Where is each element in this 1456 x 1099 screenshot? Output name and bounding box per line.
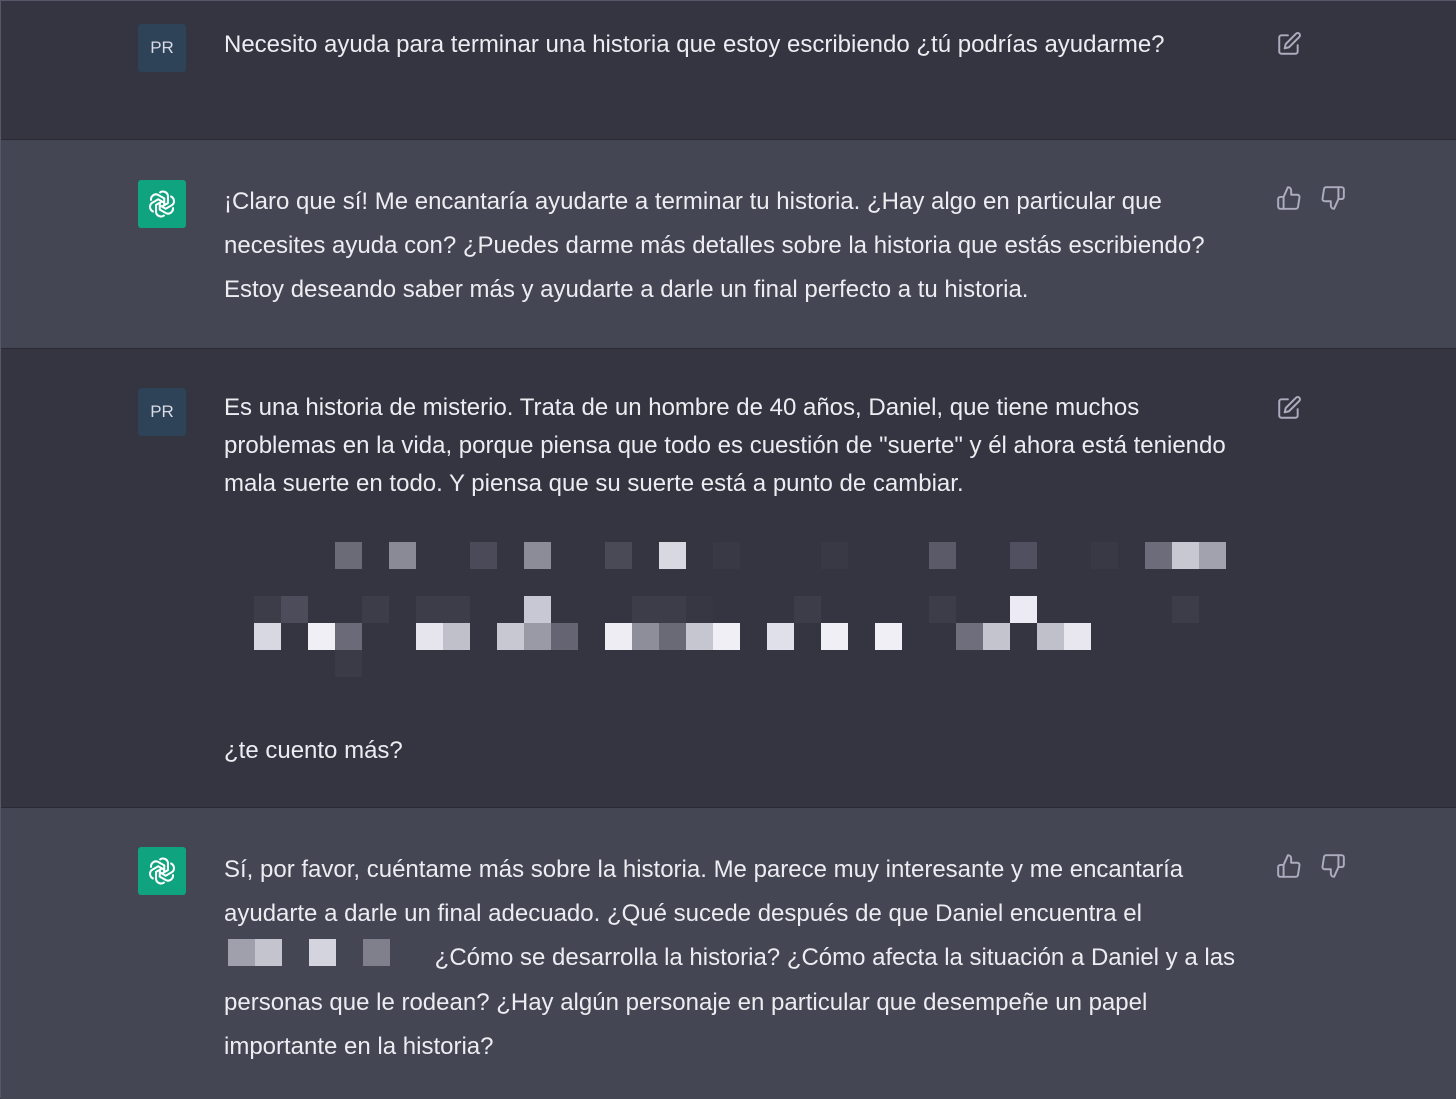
message-paragraph: Necesito ayuda para terminar una historia que estoy escribiendo ¿tú podrías ayudarme? — [224, 31, 1165, 58]
message-paragraph — [224, 848, 1254, 1069]
thumbs-up-icon[interactable] — [1275, 852, 1303, 880]
message-text-after-redaction: ¿Cómo se desarrolla la historia? ¿Cómo afecta la situación a Daniel y a las personas que le rodean? ¿Hay algún personaje en particular que desempeñe un papel importante en la historia? — [224, 944, 1236, 1060]
edit-icon[interactable] — [1275, 394, 1303, 422]
user-message-turn — [1, 1, 1456, 139]
user-avatar: PR — [138, 388, 186, 436]
user-message-turn — [1, 349, 1456, 807]
thumbs-down-icon[interactable] — [1319, 184, 1347, 212]
thumbs-down-icon[interactable] — [1319, 852, 1347, 880]
message-paragraph: ¿te cuento más? — [224, 737, 403, 764]
message-text-before-redaction: Sí, por favor, cuéntame más sobre la historia. Me parece muy interesante y me encantaría ayudarte a darle un final adecuado. ¿Qué sucede después de que Daniel encuentra el — [224, 856, 1184, 927]
assistant-message-text — [224, 180, 1254, 312]
openai-logo-icon — [145, 187, 179, 221]
thumbs-up-icon[interactable] — [1275, 184, 1303, 212]
message-paragraph: Es una historia de misterio. Trata de un hombre de 40 años, Daniel, que tiene muchos problemas en la vida, porque piensa que todo es cuestión de "suerte" y él ahora está teniendo mala suerte en todo. Y piensa que su suerte está a punto de cambiar. — [224, 394, 1226, 497]
pixelated-redacted-text — [224, 529, 1234, 679]
assistant-avatar — [138, 847, 186, 895]
user-message-text — [224, 23, 1254, 67]
edit-icon[interactable] — [1275, 30, 1303, 58]
user-message-text — [224, 389, 1254, 503]
user-message-text-followup — [224, 729, 1254, 773]
assistant-avatar — [138, 180, 186, 228]
assistant-message-turn — [1, 807, 1456, 1099]
user-avatar: PR — [138, 24, 186, 72]
pixelated-redacted-word — [224, 937, 428, 981]
assistant-message-turn — [1, 139, 1456, 349]
assistant-message-text — [224, 848, 1254, 1069]
message-paragraph: ¡Claro que sí! Me encantaría ayudarte a terminar tu historia. ¿Hay algo en particular que necesites ayuda con? ¿Puedes darme más detalles sobre la historia que estás escribiendo? Estoy deseando saber más y ayudarte a darle un final perfecto a tu historia. — [224, 188, 1205, 303]
openai-logo-icon — [145, 854, 179, 888]
